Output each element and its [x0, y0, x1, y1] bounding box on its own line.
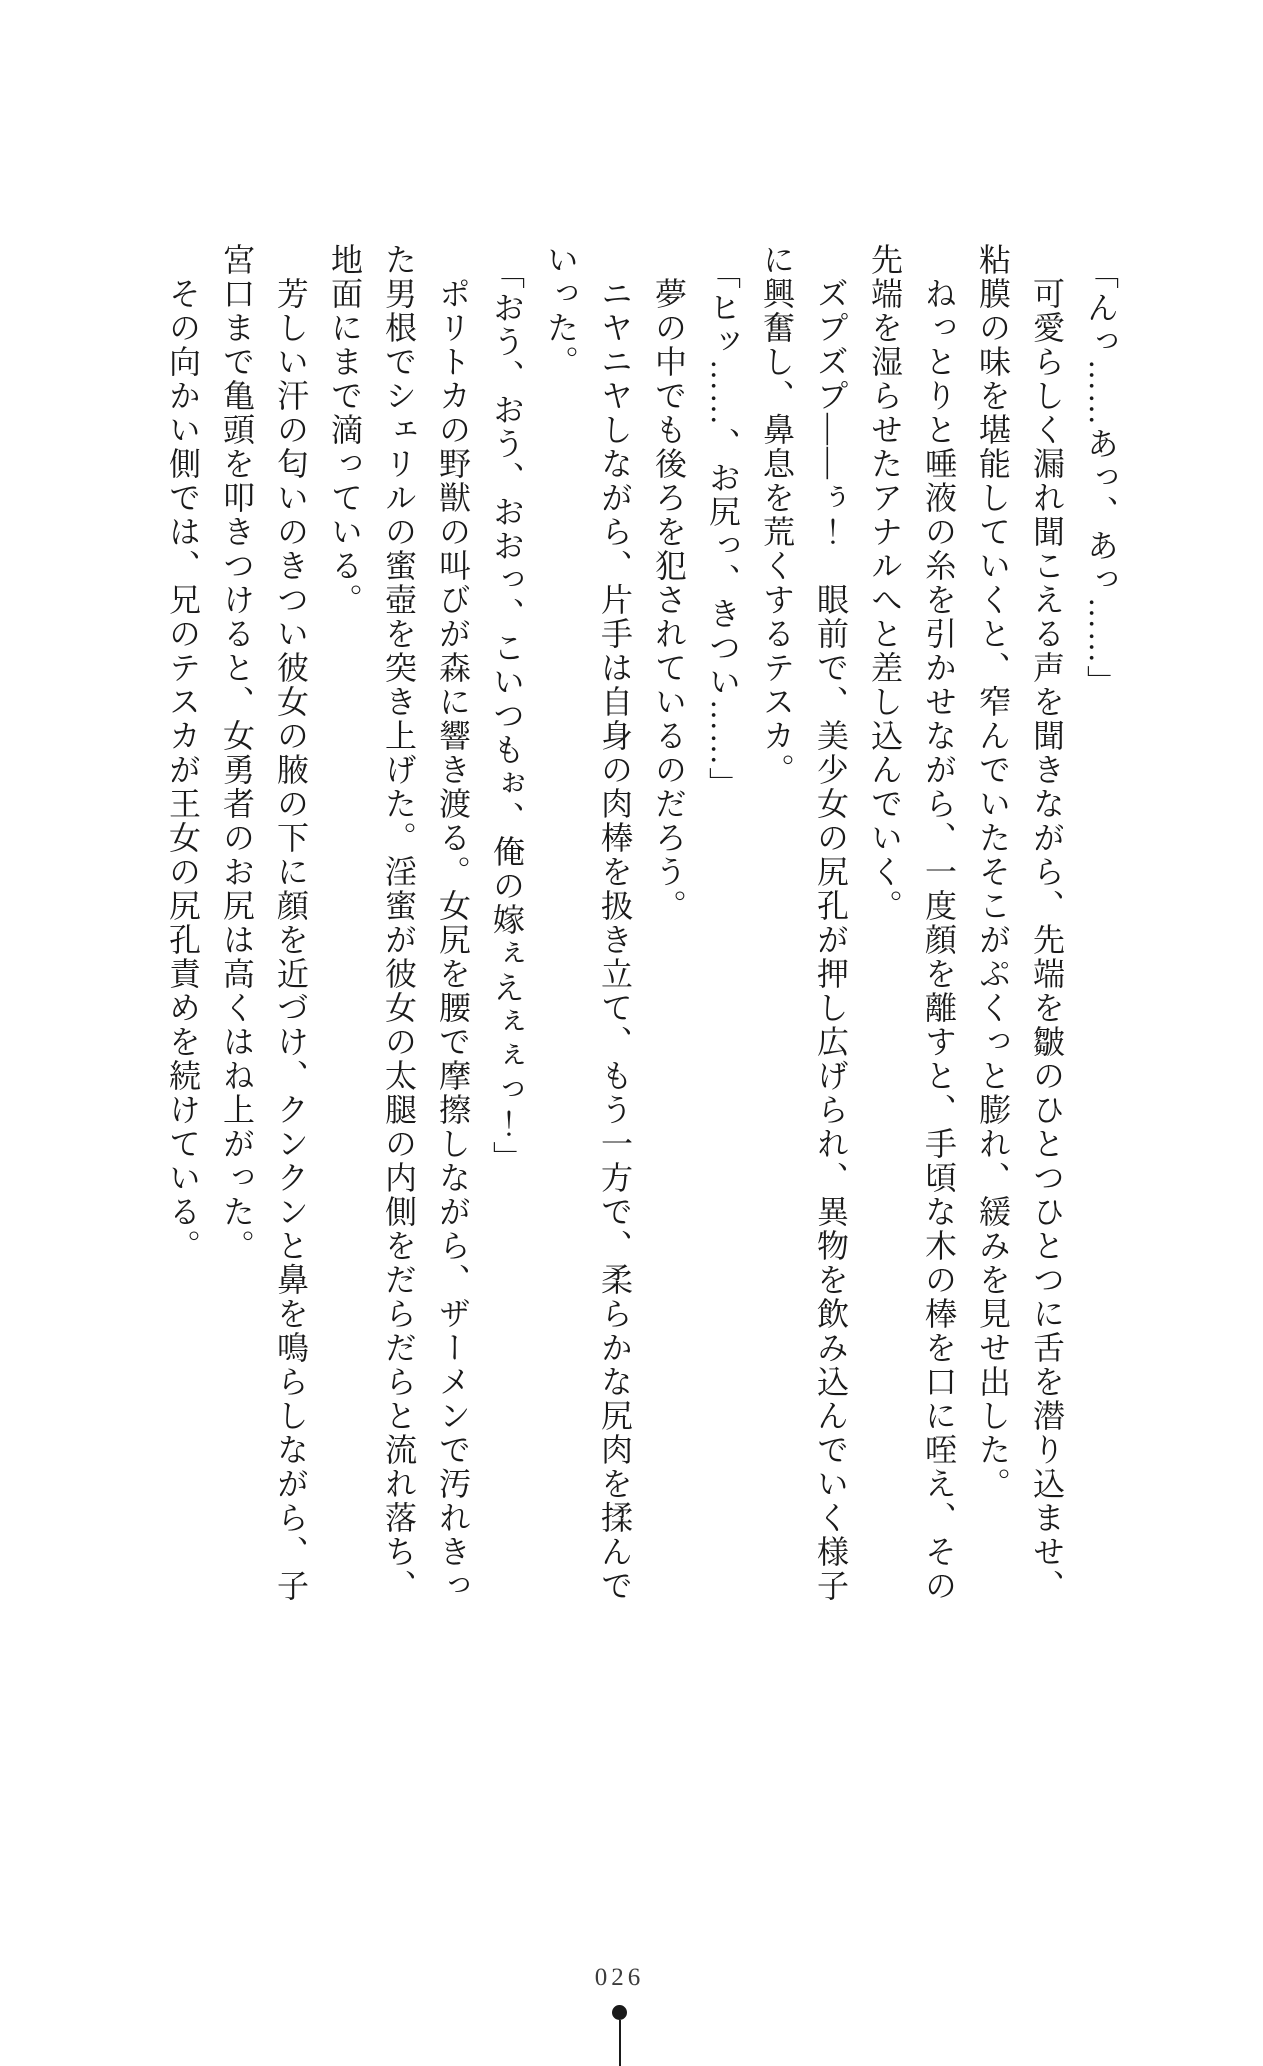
text-line: 先端を湿らせたアナルへと差し込んでいく。 [867, 243, 903, 923]
text-line: 宮口まで亀頭を叩きつけると、女勇者のお尻は高くはね上がった。 [219, 243, 255, 1263]
text-line: に興奮し、鼻息を荒くするテスカ。 [759, 243, 795, 787]
ornament-rule [619, 2020, 621, 2066]
page-footer [0, 1964, 1263, 2066]
body-text [156, 243, 1128, 1653]
text-line: 可愛らしく漏れ聞こえる声を聞きながら、先端を皺のひとつひとつに舌を潜り込ませ、 [1029, 277, 1065, 1603]
text-line: その向かい側では、兄のテスカが王女の尻孔責めを続けている。 [165, 277, 201, 1263]
page-number: 026 [594, 1964, 645, 1991]
text-line: ねっとりと唾液の糸を引かせながら、一度顔を離すと、手頃な木の棒を口に咥え、その [921, 277, 957, 1603]
text-line: ニヤニヤしながら、片手は自身の肉棒を扱き立て、もう一方で、柔らかな尻肉を揉んで [597, 277, 633, 1603]
text-line: 地面にまで滴っている。 [327, 243, 363, 617]
text-line: 「んっ……あっ、あっ……」 [1083, 257, 1119, 699]
text-line: ズプズプ――ぅ！ 眼前で、美少女の尻孔が押し広げられ、異物を飲み込んでいく様子 [813, 277, 849, 1603]
text-line: た男根でシェリルの蜜壺を突き上げた。淫蜜が彼女の太腿の内側をだらだらと流れ落ち、 [381, 243, 417, 1603]
text-line: 夢の中でも後ろを犯されているのだろう。 [651, 277, 687, 923]
ornament-dot-icon [612, 2005, 627, 2020]
page-ornament [612, 2005, 627, 2066]
text-line: いった。 [543, 243, 579, 379]
text-line: ポリトカの野獣の叫びが森に響き渡る。女尻を腰で摩擦しながら、ザーメンで汚れきっ [435, 277, 471, 1603]
text-line: 粘膜の味を堪能していくと、窄んでいたそこがぷくっと膨れ、緩みを見せ出した。 [975, 243, 1011, 1501]
text-line: 芳しい汗の匂いのきつい彼女の腋の下に顔を近づけ、クンクンと鼻を鳴らしながら、子 [273, 277, 309, 1603]
text-line: 「ヒッ……、お尻っ、きつい……」 [705, 257, 741, 801]
text-line: 「おう、おう、おおっ、こいつもぉ、俺の嫁ぇえぇぇっ！」 [489, 257, 525, 1175]
